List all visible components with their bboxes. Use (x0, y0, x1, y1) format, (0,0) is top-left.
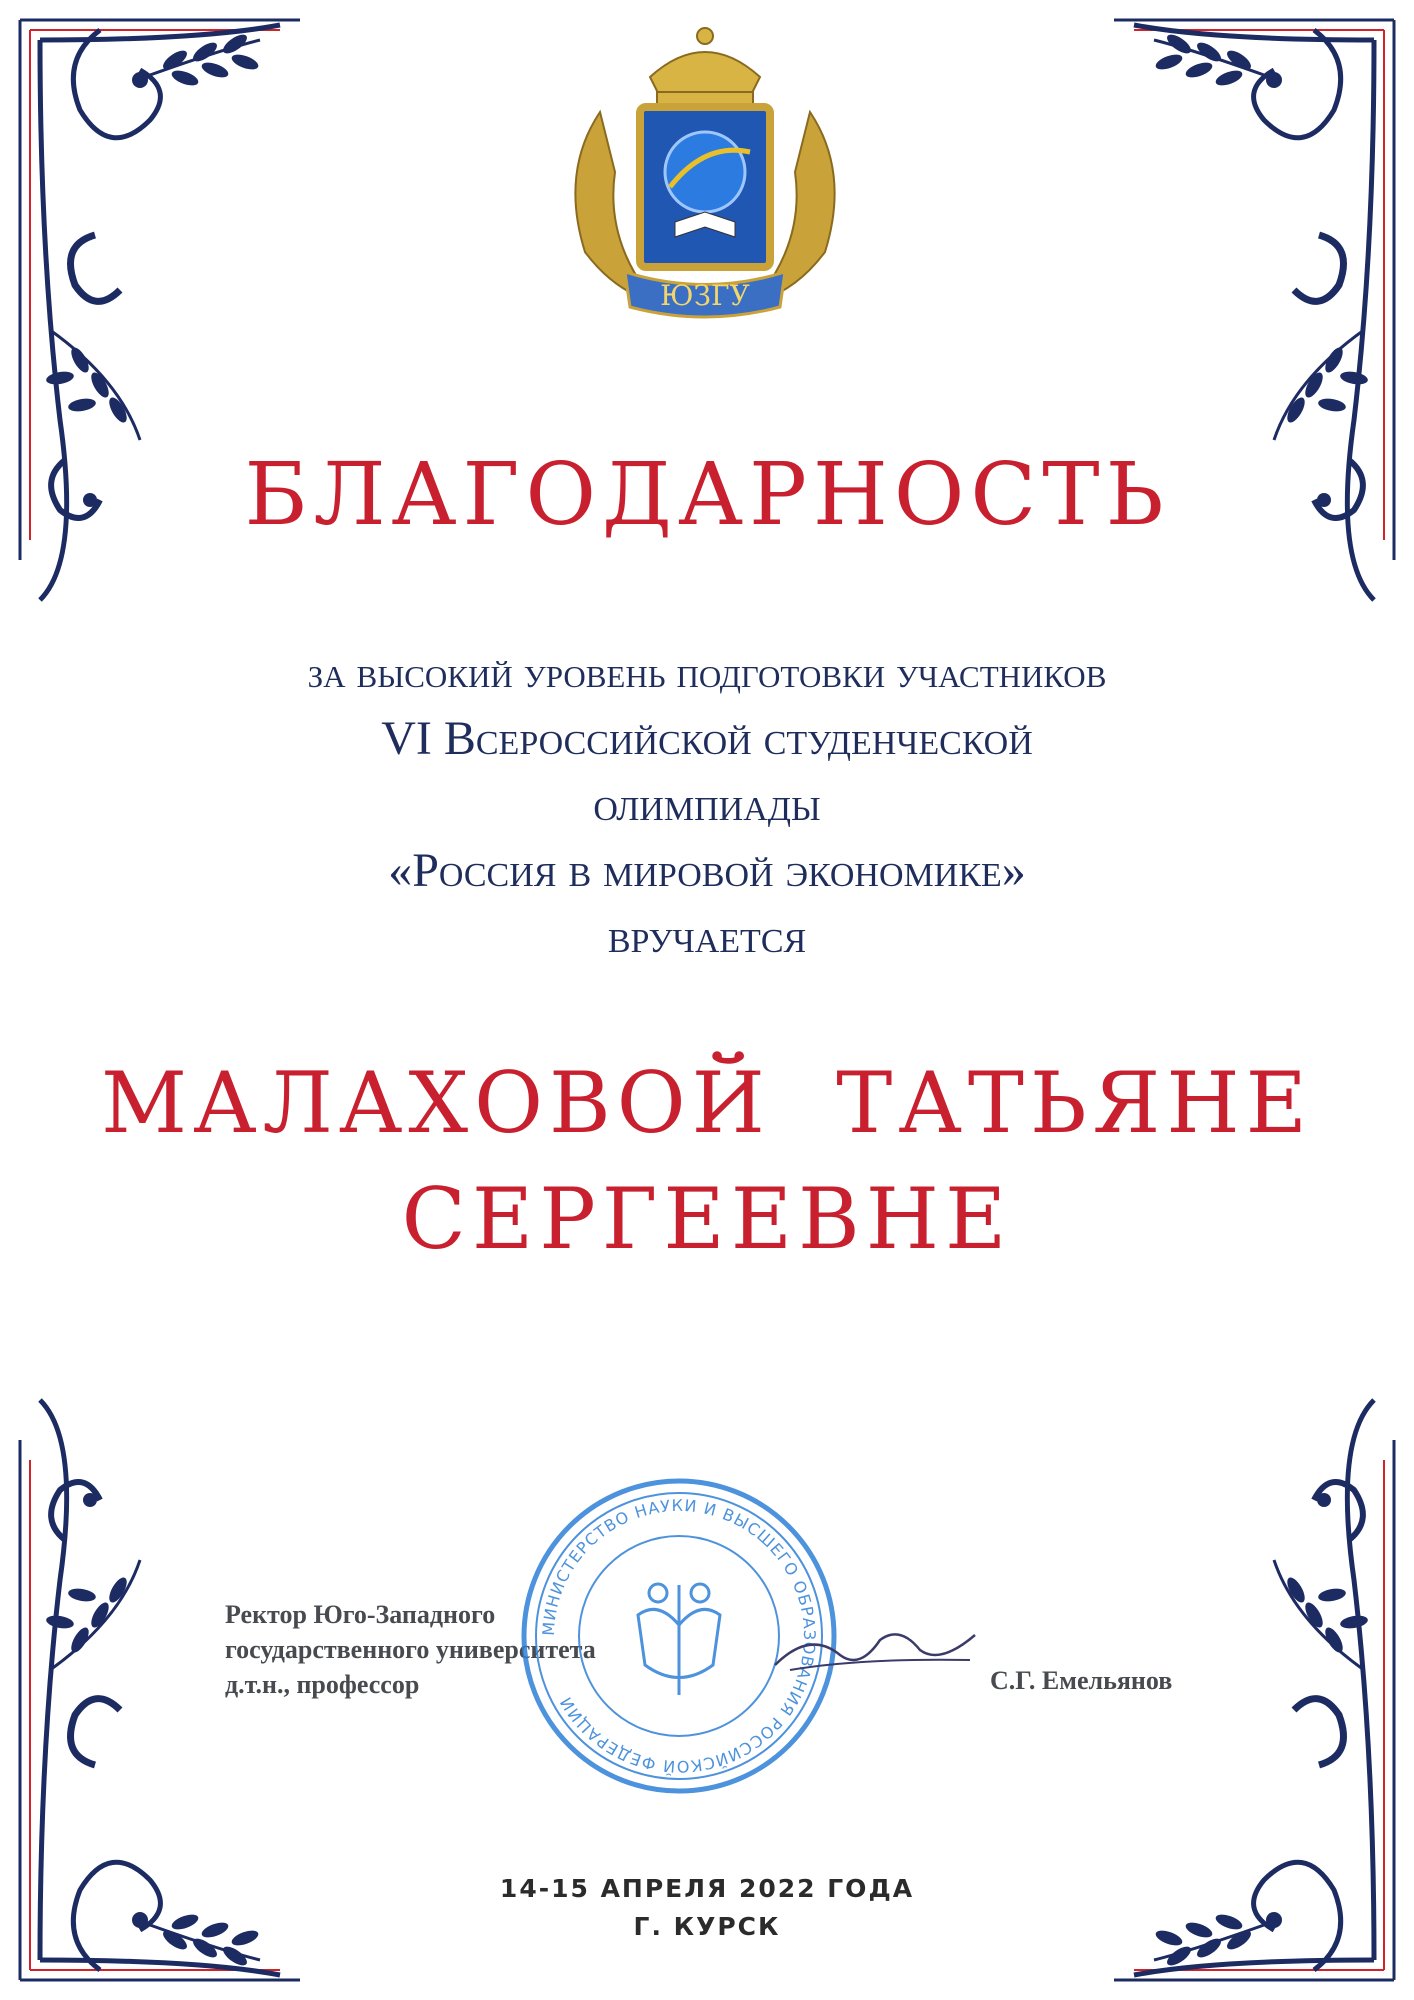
signature-icon (770, 1610, 980, 1690)
award-reason (0, 640, 1414, 970)
recipient-name (0, 1045, 1414, 1277)
emblem-ribbon-text: ЮЗГУ (660, 279, 750, 312)
seal-ring-text: МИНИСТЕРСТВО НАУКИ И ВЫСШЕГО ОБРАЗОВАНИЯ РОССИЙСКОЙ ФЕДЕРАЦИИ (538, 1495, 820, 1777)
award-line-2: VI Всероссийской студенческой (381, 712, 1033, 765)
signatory-position-line-1: Ректор Юго-Западного (225, 1600, 496, 1629)
award-line-4: «Россия в мировой экономике» (388, 844, 1026, 897)
footer-date: 14-15 АПРЕЛЯ 2022 ГОДА (499, 1874, 915, 1903)
award-line-1: за высокий уровень подготовки участников (307, 648, 1107, 697)
signatory-name: С.Г. Емельянов (990, 1666, 1173, 1695)
recipient-line-2: СЕРГЕЕВНЕ (401, 1170, 1013, 1268)
university-coat-of-arms-icon (545, 22, 865, 332)
award-line-5: вручается (607, 910, 807, 963)
certificate-footer (0, 1870, 1414, 1946)
signatory-position-line-2: государственного университета (225, 1635, 596, 1664)
signatory-position-line-3: д.т.н., профессор (225, 1670, 420, 1699)
recipient-line-1: МАЛАХОВОЙ ТАТЬЯНЕ (101, 1054, 1313, 1152)
footer-city: Г. КУРСК (633, 1912, 781, 1941)
award-line-3: олимпиады (593, 778, 821, 831)
certificate-title: БЛАГОДАРНОСТЬ (244, 445, 1170, 545)
